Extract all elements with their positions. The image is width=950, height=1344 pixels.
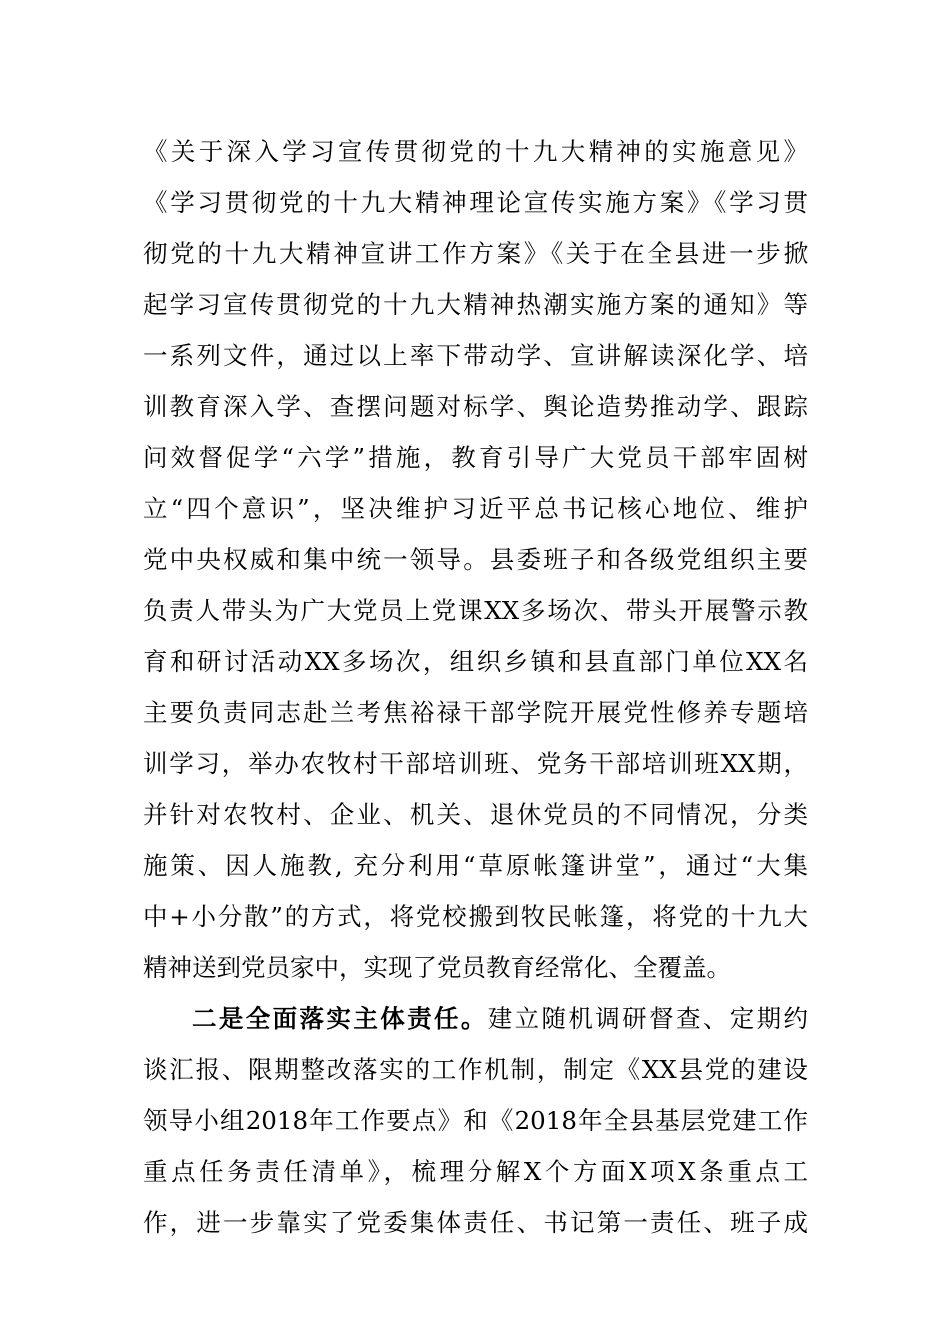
text-line: 领导小组2018年工作要点》和《2018年全县基层党建工作	[143, 1106, 808, 1135]
text-line: 施策、因人施教, 充分利用“草原帐篷讲堂”，通过“大集	[143, 851, 808, 880]
text-line: 起学习宣传贯彻党的十九大精神热潮实施方案的通知》等	[143, 290, 808, 319]
text-line: 重点任务责任清单》，梳理分解X个方面X项X条重点工	[143, 1157, 808, 1186]
paragraph-first-line	[143, 993, 808, 1044]
text-line: 训教育深入学、查摆问题对标学、舆论造势推动学、跟踪	[143, 392, 808, 421]
text-line: 精神送到党员家中，实现了党员教育经常化、全覆盖。	[143, 953, 731, 982]
text-line: 并针对农牧村、企业、机关、退休党员的不同情况，分类	[143, 800, 808, 829]
text-line: 谈汇报、限期整改落实的工作机制，制定《XX县党的建设	[143, 1055, 808, 1084]
text-line: 作，进一步靠实了党委集体责任、书记第一责任、班子成	[143, 1208, 808, 1237]
text-line: 问效督促学“六学”措施，教育引导广大党员干部牢固树	[143, 443, 808, 472]
paragraph-heading: 二是全面落实主体责任。	[192, 1004, 488, 1033]
text-line: 《关于深入学习宣传贯彻党的十九大精神的实施意见》	[143, 137, 808, 166]
text-line: 彻党的十九大精神宣讲工作方案》《关于在全县进一步掀	[143, 239, 808, 268]
text-line: 主要负责同志赴兰考焦裕禄干部学院开展党性修养专题培	[143, 698, 808, 727]
text-line: 《学习贯彻党的十九大精神理论宣传实施方案》《学习贯	[143, 188, 808, 217]
text-line: 育和研讨活动XX多场次，组织乡镇和县直部门单位XX名	[143, 647, 808, 676]
text-line: 党中央权威和集中统一领导。县委班子和各级党组织主要	[143, 545, 808, 574]
body-text	[143, 126, 808, 1248]
text-line: 一系列文件，通过以上率下带动学、宣讲解读深化学、培	[143, 341, 808, 370]
paragraph-text: 建立随机调研督查、定期约	[487, 1004, 808, 1033]
text-line: 负责人带头为广大党员上党课XX多场次、带头开展警示教	[143, 596, 808, 625]
text-line: 训学习，举办农牧村干部培训班、党务干部培训班XX期，	[143, 749, 808, 778]
text-line: 中+小分散”的方式，将党校搬到牧民帐篷，将党的十九大	[143, 902, 808, 931]
text-line: 立“四个意识”，坚决维护习近平总书记核心地位、维护	[143, 494, 808, 523]
